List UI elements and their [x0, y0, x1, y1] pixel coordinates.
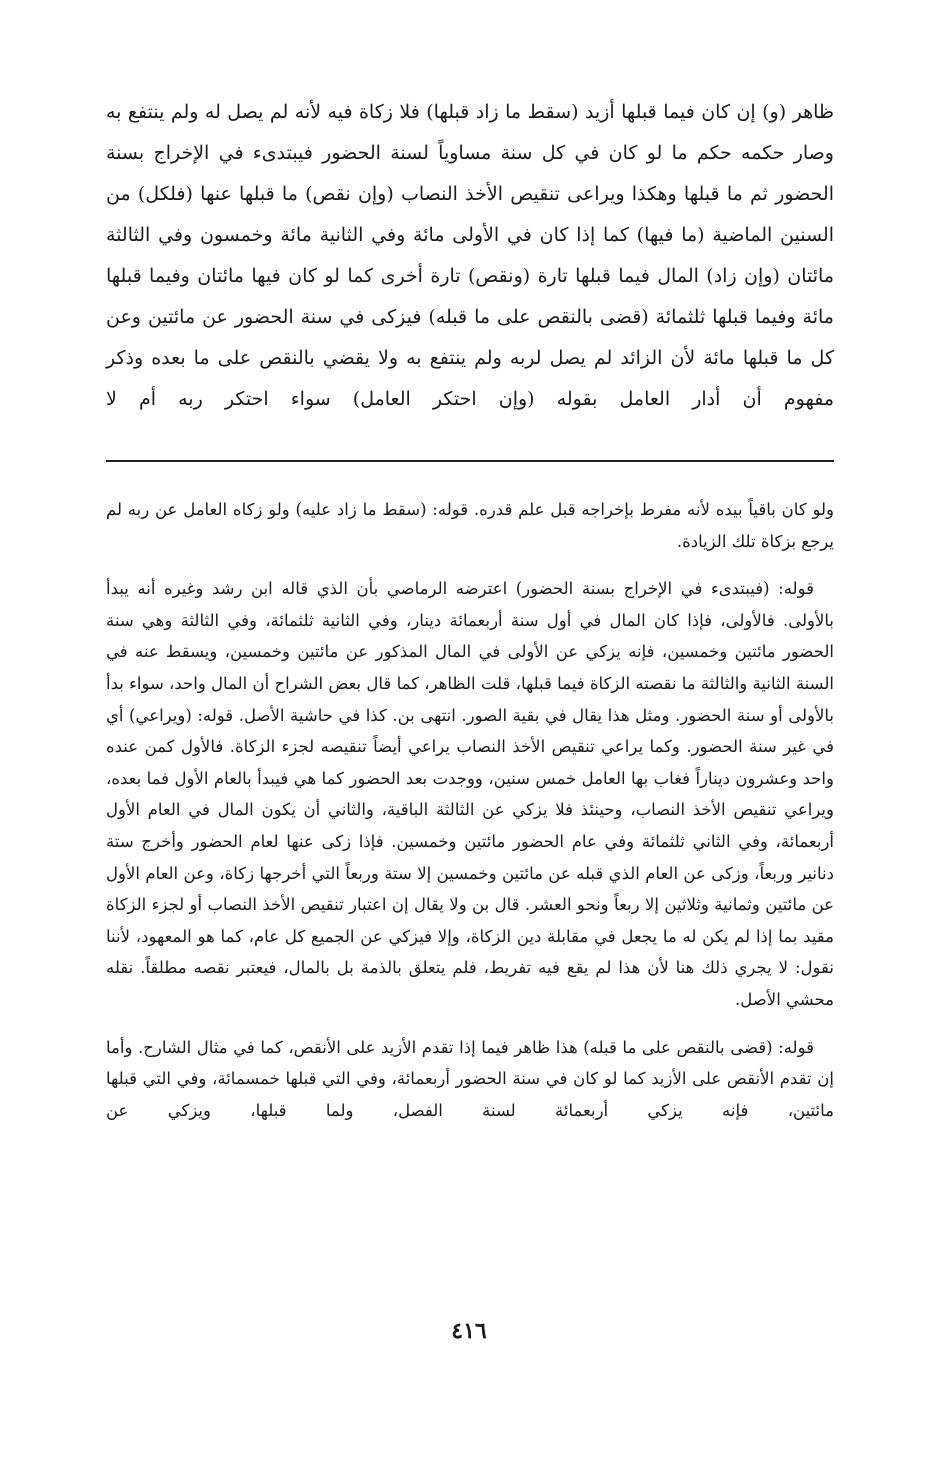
main-paragraph: ظاهر (و) إن كان فيما قبلها أزيد (سقط ما زاد قبلها) فلا زكاة فيه لأنه لم يصل له ولم ينتفع به وصار حكمه حكم ما لو كان في كل سنة مساوياً لسنة الحضور فيبتدىء في الإخراج بسنة الحضور ثم ما قبلها وهكذا ويراعى تنقيص الأخذ النصاب (وإن نقص) ما قبلها عنها (فلكل) من السنين الماضية (ما فيها) كما إذا كان في الأولى مائة وفي الثانية مائة وخمسون وفي الثالثة مائتان (وإن زاد) المال فيما قبلها تارة (ونقص) تارة أخرى كما لو كان فيها مائتان وفيما قبلها مائة وفيما قبلها ثلثمائة (قضى بالنقص على ما قبله) فيزكى في سنة الحضور عن مائتين وعن كل ما قبلها مائة لأن الزائد لم يصل لربه ولم ينتفع به ولا يقضي بالنقص على ما بعده وذكر مفهوم أن أدار العامل بقوله (وإن احتكر العامل) سواء احتكر ربه أم لا [106, 101, 834, 410]
footnote-paragraph-2: قوله: (فيبتدىء في الإخراج بسنة الحضور) اعترضه الرماصي بأن الذي قاله ابن رشد وغيره أنه يبدأ بالأولى. فالأولى، فإذا كان المال في أول سنة أربعمائة دينار، وفي الثانية ثلثمائة، وفي الثالثة وهي سنة الحضور مائتين وخمسين، فإنه يزكي عن الأولى في المال المذكور عن مائتين وخمسين، ويسقط عنه في السنة الثانية والثالثة ما نقصته الزكاة فيما قبلها، قلت الظاهر، كما قال بعض الشراح أن المال واحد، سواء بدأ بالأولى أو سنة الحضور. ومثل هذا يقال في بقية الصور. انتهى بن. كذا في حاشية الأصل. قوله: (ويراعي) أي في غير سنة الحضور. وكما يراعي تنقيص الأخذ النصاب يراعي أيضاً تنقيصه لجزء الزكاة. فالأول كمن عنده واحد وعشرون ديناراً فغاب بها العامل خمس سنين، ووجدت بعد الحضور كما هي فيبدأ بالعام الأول فما بعده، ويراعي تنقيص الأخذ النصاب، وحينئذ فلا يزكي عن الثالثة الباقية، والثاني أن يكون المال في العام الأول أربعمائة، وفي الثاني ثلثمائة وفي عام الحضور مائتين وخمسين. فإذا زكى عنها لعام الحضور وأخرج ستة دنانير وربعاً، وزكى عن العام الذي قبله عن مائتين وخمسين إلا ستة وربعاً التي أخرجها زكاة، وعن العام الأول عن مائتين وثمانية وثلاثين إلا ربعاً ونحو العشر. قال بن ولا يقال إن اعتبار تنقيص الأخذ النصاب أو لجزء الزكاة مقيد بما إذا لم يكن له ما يجعل في مقابلة دين الزكاة، وإلا فيزكي عن الجميع كل عام، كما هو المعهود، لأننا نقول: لا يجري ذلك هنا لأن هذا لم يقع فيه تفريط، فلم يتعلق بالذمة بل بالمال، فيعتبر نقصه مطلقاً. نقله محشي الأصل. [106, 579, 834, 1009]
footnote-paragraph-1: ولو كان باقياً بيده لأنه مفرط بإخراجه قبل علم قدره. قوله: (سقط ما زاد عليه) ولو زكاه العامل عن ربه لم يرجع بزكاة تلك الزيادة. [106, 500, 834, 551]
footnote-paragraph-3: قوله: (قضى بالنقص على ما قبله) هذا ظاهر فيما إذا تقدم الأزيد على الأنقص، كما في مثال الشارح. وأما إن تقدم الأنقص على الأزيد كما لو كان في سنة الحضور أربعمائة، وفي التي قبلها خمسمائة، وفي التي قبلها مائتين، فإنه يزكي أربعمائة لسنة الفصل، ولما قبلها، ويزكي عن [106, 1037, 834, 1120]
footnotes-block [106, 494, 834, 1142]
footnote-divider [106, 460, 834, 462]
main-text-block [106, 92, 834, 420]
page-number: ٤١٦ [451, 1318, 487, 1344]
